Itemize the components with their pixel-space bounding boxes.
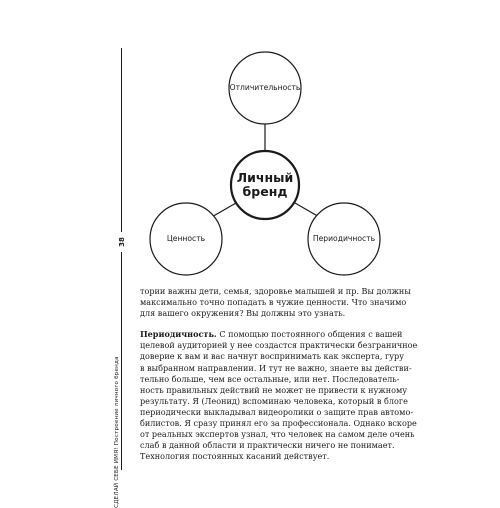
label-distinctiveness: Отличительность [229,83,301,92]
text-line: доверие к вам и вас начнут воспринимать как эксперта, гуру [140,351,404,362]
body-text [140,286,418,462]
label-personal-brand-line1: Личный [236,170,294,185]
text-line: ность правильных действий не может не привести к нужному [140,384,408,395]
text-line: от реальных экспертов узнал, что человек на самом деле очень [140,429,415,440]
text-line: периодически выкладывал видеоролики о защите прав автомо- [140,406,414,417]
running-title: СДЕЛАЙ СЕБЕ ИМЯ! Построение личного бренда [114,356,120,508]
text-fragment: С помощью постоянного общения с вашей [216,329,403,340]
page-number: 38 [118,232,126,252]
text-line: целевой аудиторией у нее создастся практически безграничное [140,340,418,351]
label-value: Ценность [166,234,206,243]
label-periodicity: Периодичность [312,234,376,243]
text-line: для вашего окружения? Вы должны это узнать. [140,308,346,319]
paragraph-periodicity [140,329,418,462]
text-line: Технология постоянных касаний действует. [140,451,330,462]
label-personal-brand [231,171,299,199]
text-line: в выбранном направлении. И тут не важно, знаете вы действи- [140,362,412,373]
text-line: билистов. Я сразу принял его за профессионала. Однако вскоре [140,418,417,429]
paragraph-values [140,286,411,319]
term-periodicity: Периодичность. [140,329,217,340]
label-personal-brand-line2: бренд [242,184,288,199]
text-line: тории важны дети, семья, здоровье малышей и пр. Вы должны [140,286,411,296]
text-line: максимально точно попадать в чужие ценности. Что значимо [140,297,407,308]
text-line [140,329,403,340]
text-line: тельно больше, чем все остальные, или нет. Последователь- [140,373,400,384]
text-line: результату. Я (Леонид) вспоминаю человека, который в блоге [140,395,408,406]
text-line: слаб в данной области и практически ничего не понимает. [140,440,395,451]
personal-brand-diagram [140,48,400,278]
